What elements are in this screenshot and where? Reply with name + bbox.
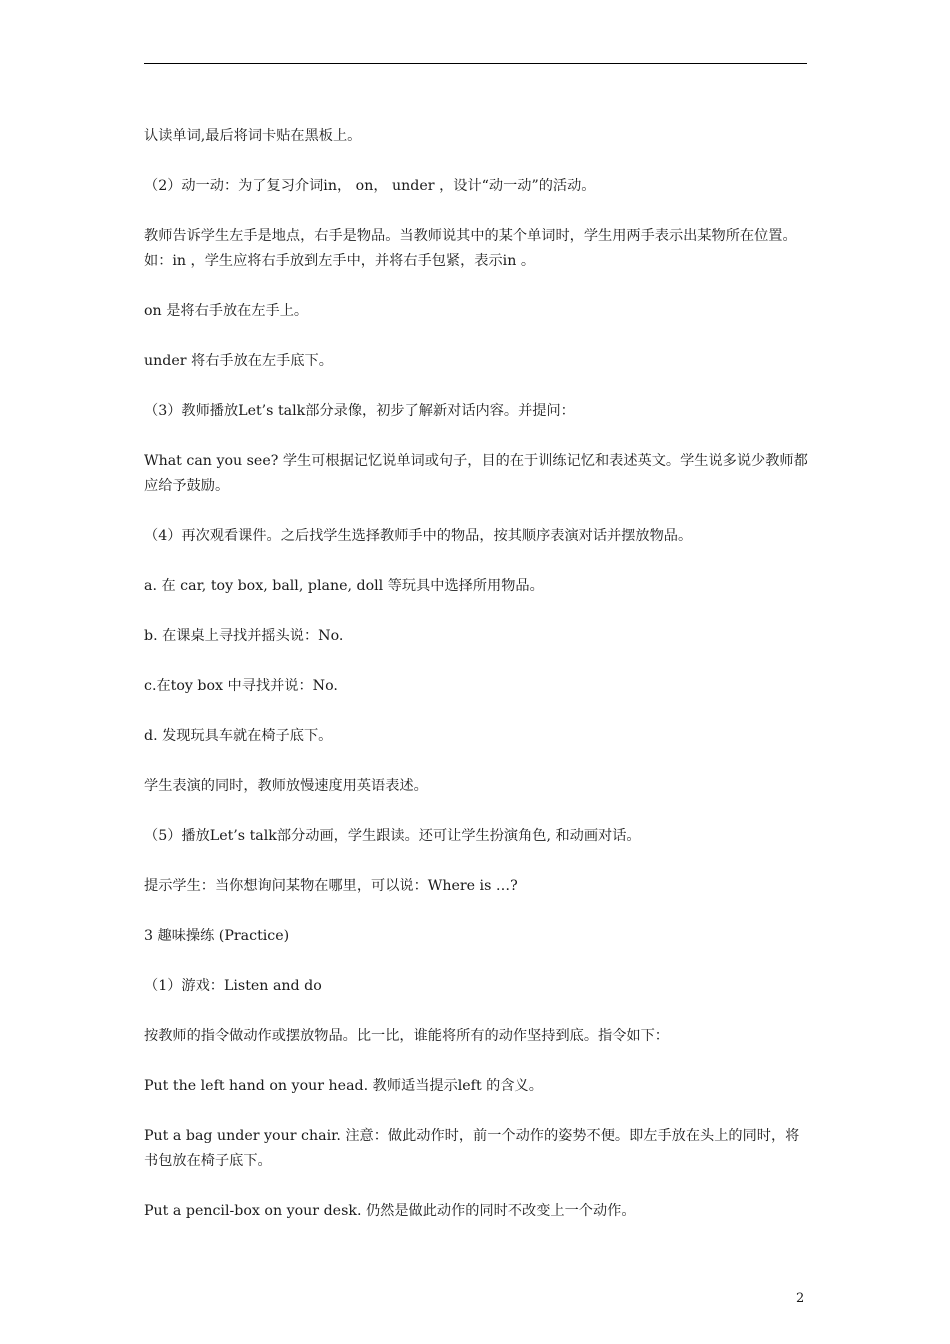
paragraph-gap — [144, 1174, 812, 1199]
paragraph-gap — [144, 1099, 812, 1124]
paragraph-gap — [144, 799, 812, 824]
paragraph-gap — [144, 849, 812, 874]
paragraph-activity-description: 教师告诉学生左手是地点，右手是物品。当教师说其中的某个单词时，学生用两手表示出某物所在位置。如：in ，学生应将右手放到左手中，并将右手包紧，表示in 。 — [144, 228, 797, 269]
paragraph-gap — [144, 899, 812, 924]
paragraph-courseware-step: （4）再次观看课件。之后找学生选择教师手中的物品，按其顺序表演对话并摆放物品。 — [144, 528, 693, 544]
paragraph-command-3: Put a pencil-box on your desk. 仍然是做此动作的同时不改变上一个动作。 — [144, 1203, 636, 1219]
paragraph-item-d: d. 发现玩具车就在椅子底下。 — [144, 728, 333, 744]
paragraph-question: What can you see? 学生可根据记忆说单词或句子，目的在于训练记忆和表述英文。学生说多说少教师都应给予鼓励。 — [144, 453, 808, 494]
paragraph-command-1: Put the left hand on your head. 教师适当提示left 的含义。 — [144, 1078, 543, 1094]
paragraph-gap — [144, 649, 812, 674]
paragraph-gap — [144, 999, 812, 1024]
paragraph-on-rule: on 是将右手放在左手上。 — [144, 303, 309, 319]
header-rule — [144, 63, 807, 64]
paragraph-activity-heading: （2）动一动：为了复习介词in， on， under ，设计“动一动”的活动。 — [144, 178, 596, 194]
paragraph-gap — [144, 324, 812, 349]
paragraph-game-heading: （1）游戏：Listen and do — [144, 978, 322, 994]
paragraph-item-a: a. 在 car, toy box, ball, plane, doll 等玩具中选择所用物品。 — [144, 578, 544, 594]
paragraph-gap — [144, 499, 812, 524]
paragraph-item-c: c.在toy box 中寻找并说：No. — [144, 678, 338, 694]
paragraph-gap — [144, 199, 812, 224]
paragraph-gap — [144, 1049, 812, 1074]
paragraph-animation-step: （5）播放Let’s talk部分动画，学生跟读。还可让学生扮演角色, 和动画对话。 — [144, 828, 641, 844]
paragraph-gap — [144, 749, 812, 774]
paragraph-gap — [144, 599, 812, 624]
section-heading-practice: 3 趣味操练 (Practice) — [144, 928, 290, 944]
paragraph-video-step: （3）教师播放Let’s talk部分录像，初步了解新对话内容。并提问： — [144, 403, 575, 419]
paragraph-gap — [144, 374, 812, 399]
paragraph-word-cards: 认读单词,最后将词卡贴在黑板上。 — [144, 128, 362, 144]
paragraph-item-b: b. 在课桌上寻找并摇头说：No. — [144, 628, 344, 644]
paragraph-under-rule: under 将右手放在左手底下。 — [144, 353, 333, 369]
paragraph-narration: 学生表演的同时，教师放慢速度用英语表述。 — [144, 778, 428, 794]
paragraph-gap — [144, 149, 812, 174]
paragraph-game-instructions: 按教师的指令做动作或摆放物品。比一比，谁能将所有的动作坚持到底。指令如下： — [144, 1028, 669, 1044]
paragraph-gap — [144, 949, 812, 974]
paragraph-gap — [144, 274, 812, 299]
paragraph-gap — [144, 424, 812, 449]
document-body — [144, 124, 812, 1224]
paragraph-gap — [144, 549, 812, 574]
page-number: 2 — [796, 1291, 805, 1306]
paragraph-prompt: 提示学生：当你想询问某物在哪里，可以说：Where is …? — [144, 878, 518, 894]
paragraph-command-2: Put a bag under your chair. 注意：做此动作时，前一个动作的姿势不便。即左手放在头上的同时，将书包放在椅子底下。 — [144, 1128, 800, 1169]
paragraph-gap — [144, 699, 812, 724]
